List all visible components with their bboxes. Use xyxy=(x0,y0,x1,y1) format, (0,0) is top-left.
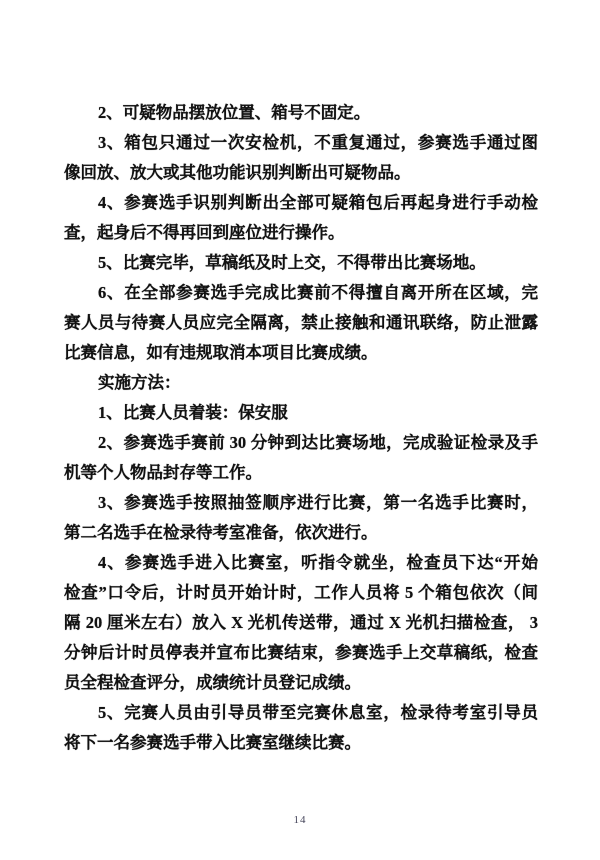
text-line: 比赛信息，如有违规取消本项目比赛成绩。 xyxy=(64,343,378,362)
text-line: 5、比赛完毕，草稿纸及时上交，不得带出比赛场地。 xyxy=(98,253,486,272)
text-line: 将下一名参赛选手带入比赛室继续比赛。 xyxy=(64,733,361,752)
text-line: 第二名选手在检录待考室准备，依次进行。 xyxy=(64,523,378,542)
text-line: 3、参赛选手按照抽签顺序进行比赛，第一名选手比赛时， xyxy=(98,493,538,512)
text-line: 2、可疑物品摆放位置、箱号不固定。 xyxy=(98,103,371,122)
text-line: 查，起身后不得再回到座位进行操作。 xyxy=(64,223,345,242)
page-footer xyxy=(0,810,600,828)
page-number: 14 xyxy=(293,814,307,826)
document-body xyxy=(64,98,538,758)
text-line: 员全程检查评分，成绩统计员登记成绩。 xyxy=(64,673,361,692)
text-line: 3、箱包只通过一次安检机，不重复通过，参赛选手通过图 xyxy=(98,133,538,152)
section-heading: 实施方法： xyxy=(98,373,181,392)
text-line: 分钟后计时员停表并宣布比赛结束，参赛选手上交草稿纸，检查 xyxy=(64,643,538,662)
text-line: 像回放、放大或其他功能识别判断出可疑物品。 xyxy=(64,163,411,182)
text-line: 检查”口令后，计时员开始计时，工作人员将 5 个箱包依次（间 xyxy=(64,583,538,602)
text-line: 隔 20 厘米左右）放入 X 光机传送带，通过 X 光机扫描检查， 3 xyxy=(64,613,538,632)
text-line: 2、参赛选手赛前 30 分钟到达比赛场地，完成验证检录及手 xyxy=(98,433,538,452)
text-line: 1、比赛人员着装：保安服 xyxy=(98,403,288,422)
text-line: 4、参赛选手识别判断出全部可疑箱包后再起身进行手动检 xyxy=(98,193,538,212)
text-line: 5、完赛人员由引导员带至完赛休息室，检录待考室引导员 xyxy=(98,703,538,722)
text-line: 4、参赛选手进入比赛室，听指令就坐，检查员下达“开始 xyxy=(98,553,538,572)
text-line: 6、在全部参赛选手完成比赛前不得擅自离开所在区域，完 xyxy=(98,283,538,302)
text-line: 赛人员与待赛人员应完全隔离，禁止接触和通讯联络，防止泄露 xyxy=(64,313,538,332)
text-line: 机等个人物品封存等工作。 xyxy=(64,463,262,482)
